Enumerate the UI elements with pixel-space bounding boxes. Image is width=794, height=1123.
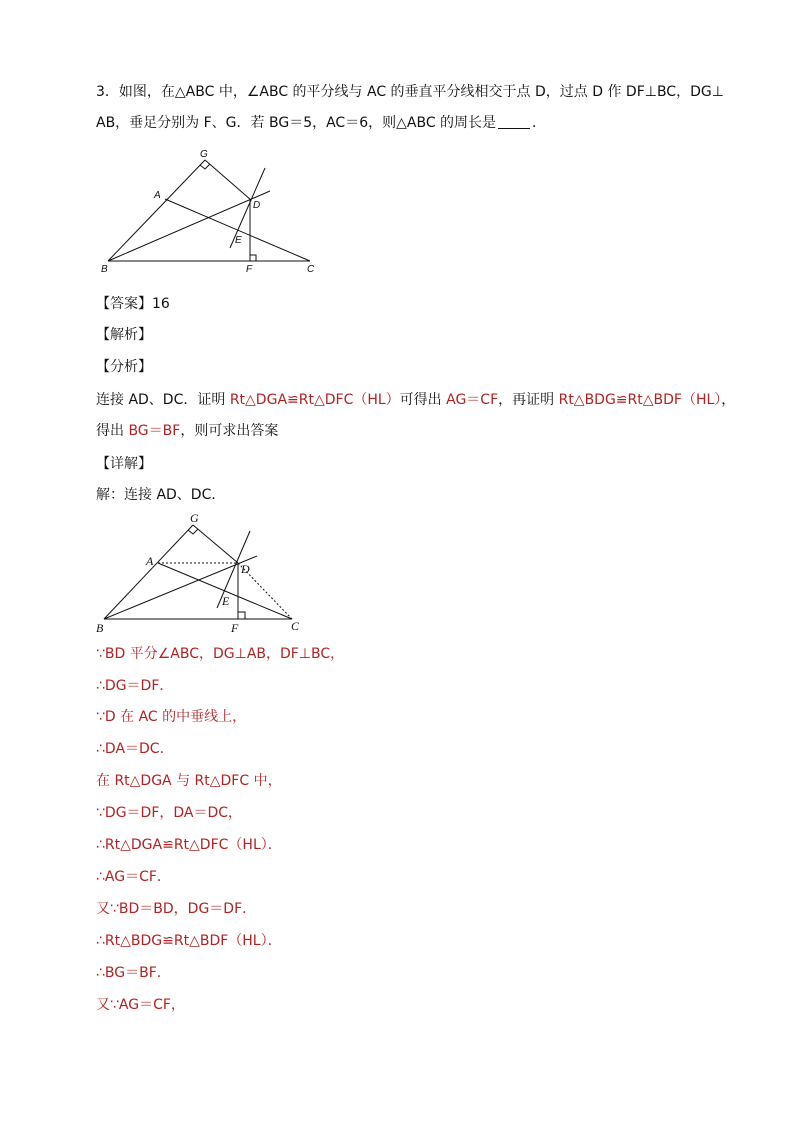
detail-step-4: ∴DA＝DC． (96, 741, 174, 757)
segment-GD (193, 525, 238, 563)
label-B: B (96, 621, 104, 635)
detail-step-5: 在 Rt△DGA 与 Rt△DFC 中， (96, 773, 282, 789)
label-A: A (154, 190, 161, 201)
right-angle-F (238, 612, 245, 619)
detail-step-3: ∵D 在 AC 的中垂线上， (96, 709, 247, 725)
problem-line-1: 3．如图，在△ABC 中，∠ABC 的平分线与 AC 的垂直平分线相交于点 D，过点 D 作 DF⊥BC，DG⊥ (96, 84, 724, 100)
right-angle-F (250, 255, 256, 261)
detail-step-9: 又∵BD＝BD，DG＝DF． (96, 901, 257, 917)
fenxi-red-2: AG＝CF (446, 392, 499, 408)
label-G: G (190, 511, 199, 525)
detail-intro: 解：连接 AD、DC． (96, 487, 226, 503)
answer-line (96, 294, 170, 314)
detail-step-11: ∴BG＝BF． (96, 965, 171, 981)
answer-blank (498, 114, 530, 129)
figure-2 (94, 508, 314, 636)
detail-step-2: ∴DG＝DF． (96, 678, 174, 694)
fenxi-red-1: Rt△DGA≌Rt△DFC（HL） (229, 392, 400, 408)
problem-line-2 (96, 113, 546, 133)
analysis-label: 【解析】 (96, 327, 152, 343)
label-B: B (101, 264, 108, 275)
segment-BG (108, 160, 205, 261)
label-G: G (200, 149, 208, 160)
label-C: C (291, 619, 300, 633)
fenxi-text-1: 连接 AD、DC．证明 (96, 392, 230, 408)
detail-step-1: ∵BD 平分∠ABC，DG⊥AB，DF⊥BC， (96, 646, 345, 662)
label-F: F (246, 264, 253, 275)
fenxi-text-2: 可得出 (399, 392, 447, 408)
fenxi-text-4: ， (721, 392, 736, 408)
detail-step-8: ∴AG＝CF． (96, 869, 171, 885)
fenxi-label: 【分析】 (96, 359, 152, 375)
segment-GD (205, 160, 251, 200)
label-D: D (253, 200, 261, 211)
detail-step-10: ∴Rt△BDG≌Rt△BDF（HL）． (96, 933, 282, 949)
detail-step-7: ∴Rt△DGA≌Rt△DFC（HL）． (96, 837, 282, 853)
right-angle-G (200, 164, 210, 169)
label-E: E (222, 594, 230, 608)
fenxi-red-4: BG＝BF (128, 423, 181, 439)
answer-value: 16 (152, 296, 170, 312)
label-D: D (241, 562, 250, 576)
fenxi-text-5: 得出 (96, 423, 129, 439)
answer-label: 【答案】 (96, 296, 152, 312)
label-C: C (307, 264, 315, 275)
fenxi-line-2 (96, 421, 278, 441)
bisector-BD (108, 191, 270, 261)
fenxi-red-3: Rt△BDG≌Rt△BDF（HL） (558, 392, 722, 408)
segment-AC (158, 563, 292, 619)
detail-step-12: 又∵AG＝CF， (96, 997, 185, 1013)
bisector-BD (104, 556, 257, 619)
right-angle-G (188, 529, 198, 534)
fenxi-text-6: ，则可求出答案 (180, 423, 279, 439)
detail-label: 【详解】 (96, 456, 152, 472)
detail-step-6: ∵DG＝DF，DA＝DC， (96, 805, 243, 821)
problem-line-2-text: AB，垂足分别为 F、G．若 BG＝5，AC＝6，则△ABC 的周长是 (96, 115, 497, 131)
problem-line-2-end: ． (532, 115, 547, 131)
figure-1 (96, 145, 336, 275)
label-A: A (146, 554, 154, 568)
label-E: E (235, 235, 242, 246)
label-F: F (231, 621, 239, 635)
fenxi-text-3: ，再证明 (498, 392, 559, 408)
fenxi-line-1 (96, 390, 735, 410)
